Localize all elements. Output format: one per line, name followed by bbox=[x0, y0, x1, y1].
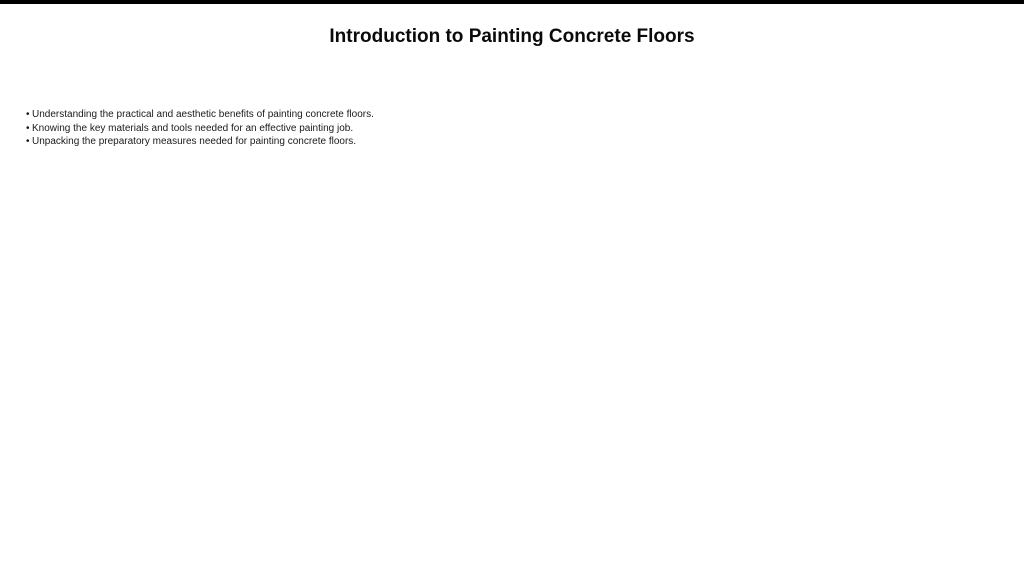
slide-title: Introduction to Painting Concrete Floors bbox=[329, 26, 695, 47]
top-border bbox=[0, 0, 1024, 4]
bullet-icon: • bbox=[26, 109, 30, 120]
bullet-icon: • bbox=[26, 122, 30, 134]
list-item bbox=[26, 122, 374, 136]
list-item-text: Understanding the practical and aesthetic benefits of painting concrete floors. bbox=[32, 109, 374, 120]
bullet-icon: • bbox=[26, 136, 30, 147]
list-item-text: Unpacking the preparatory measures needed for painting concrete floors. bbox=[32, 136, 357, 147]
bullet-list bbox=[26, 108, 374, 149]
list-item-text: Knowing the key materials and tools needed for an effective painting job. bbox=[32, 122, 354, 134]
list-item bbox=[26, 108, 374, 122]
list-item bbox=[26, 135, 374, 149]
